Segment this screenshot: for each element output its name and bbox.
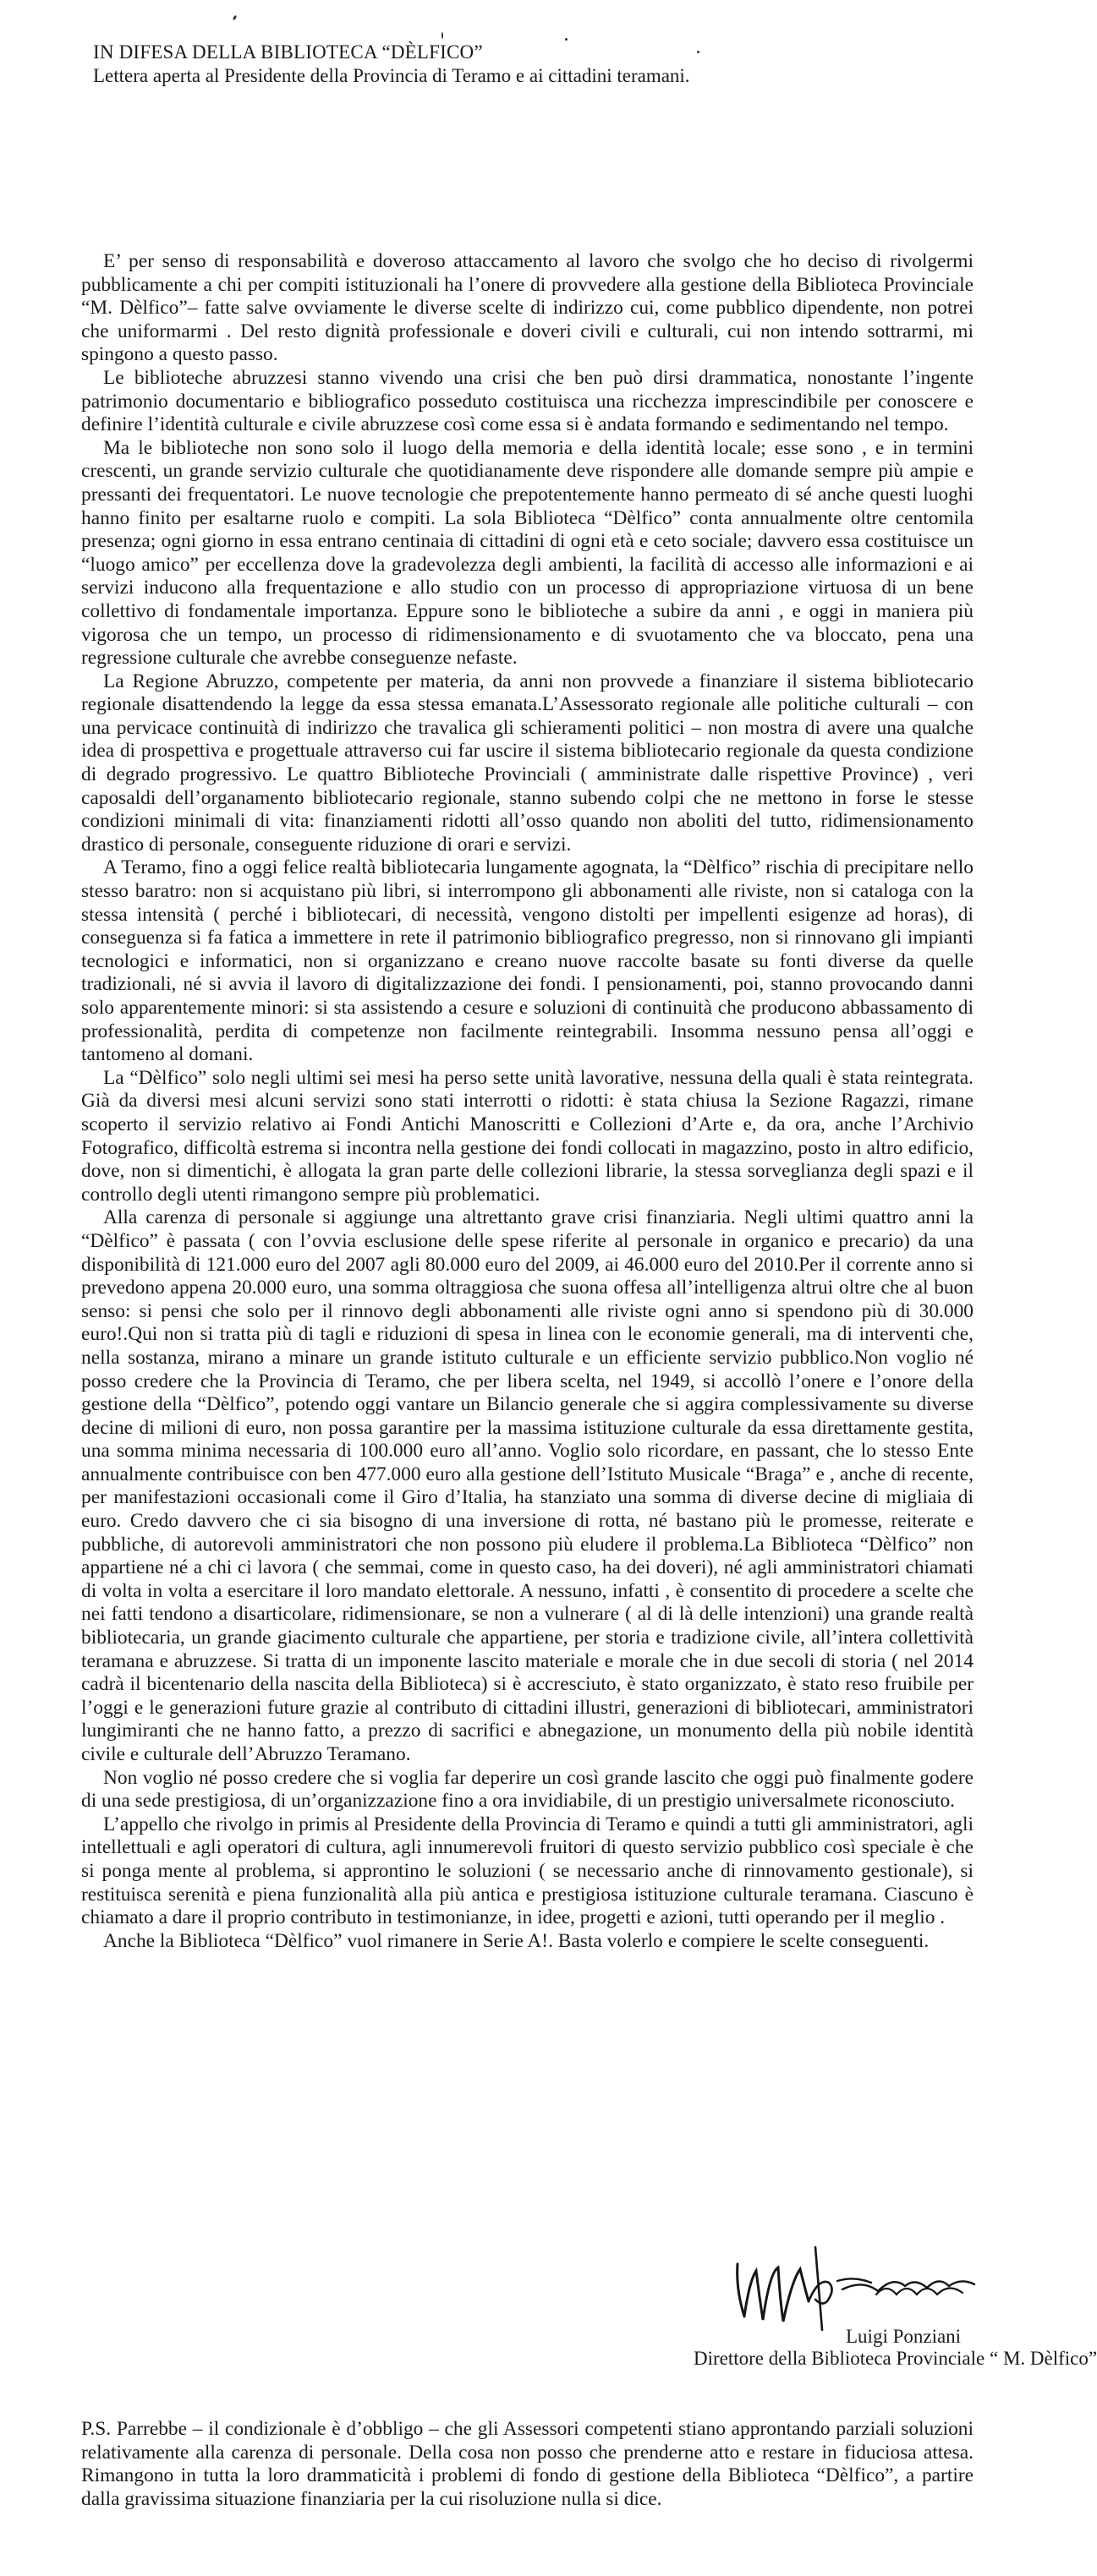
paragraph: Le biblioteche abruzzesi stanno vivendo una crisi che ben può dirsi drammatica, nonostante l’ingente patrimonio documentario e bibliografico posseduto costituisca una ricchezza imprescindibile per conoscere e definire l’identità culturale e civile abruzzese così come essa si è andata formando e sedimentando nel tempo.	[81, 366, 974, 436]
paragraph: Anche la Biblioteca “Dèlfico” vuol rimanere in Serie A!. Basta volerlo e compiere le scelte conseguenti.	[103, 1929, 930, 1952]
scan-speck	[442, 32, 443, 39]
letter-subtitle: Lettera aperta al Presidente della Provincia di Teramo e ai cittadini teramani.	[93, 65, 690, 86]
paragraph: La “Dèlfico” solo negli ultimi sei mesi ha perso sette unità lavorative, nessuna della quali è stata reintegrata. Già da diversi mesi alcuni servizi sono stati interrotti o ridotti: è stata chiusa la Sezione Ragazzi, rimane scoperto il servizio relativo ai Fondi Antichi Manoscritti e Collezioni d’Arte e, da ora, anche l’Archivio Fotografico, difficoltà estrema si incontra nella gestione dei fondi collocati in magazzino, posto in altro edificio, dove, non si dimentichi, è allogata la gran parte delle collezioni librarie, la stessa sorveglianza degli spazi e il controllo degli utenti rimangono sempre più problematici.	[81, 1066, 974, 1206]
signatory-role: Direttore della Biblioteca Provinciale “ M. Dèlfico”	[694, 2348, 1097, 2369]
scan-speck	[233, 15, 238, 21]
paragraph: E’ per senso di responsabilità e doveroso attaccamento al lavoro che svolgo che ho deciso di rivolgermi pubblicamente a chi per compiti istituzionali ha l’onere di provvedere alla gestione della Biblioteca Provinciale “M. Dèlfico”– fatte salve ovviamente le diverse scelte di indirizzo cui, come pubblico dipendente, non potrei che uniformarmi . Del resto dignità professionale e doveri civili e culturali, cui non intendo sottrarmi, mi spingono a questo passo.	[81, 250, 974, 366]
signatory-name: Luigi Ponziani	[846, 2326, 962, 2347]
letter-title: IN DIFESA DELLA BIBLIOTECA “DÈLFICO”	[93, 41, 483, 63]
paragraph: L’appello che rivolgo in primis al Presidente della Provincia di Teramo e quindi a tutti gli amministratori, agli intellettuali e agli operatori di cultura, agli innumerevoli fruitori di questo servizio pubblico così speciale è che si ponga mente al problema, si approntino le soluzioni ( se necessario anche di rinnovamento gestionale), si restituisca serenità e piena funzionalità alla più antica e prestigiosa istituzione culturale teramana. Ciascuno è chiamato a dare il proprio contributo in testimonianze, in idee, progetti e azioni, tutti operando per il meglio .	[81, 1813, 974, 1929]
paragraph: Alla carenza di personale si aggiunge una altrettanto grave crisi finanziaria. Negli ultimi quattro anni la “Dèlfico” è passata ( con l’ovvia esclusione delle spese riferite al personale in organico e precario) da una disponibilità di 121.000 euro del 2007 agli 80.000 euro del 2009, ai 46.000 euro del 2010.Per il corrente anno si prevedono appena 20.000 euro, una somma oltraggiosa che suona offesa all’intelligenza altrui oltre che al buon senso: si pensi che solo per il rinnovo degli abbonamenti alle riviste ogni anno si spendono più di 30.000 euro!.Qui non si tratta più di tagli e riduzioni di spesa in linea con le economie generali, ma di interventi che, nella sostanza, mirano a minare un grande istituto culturale e un efficiente servizio pubblico.Non voglio né posso credere che la Provincia di Teramo, che per libera scelta, nel 1949, si accollò l’onere e l’onore della gestione della “Dèlfico”, potendo oggi vantare un Bilancio generale che si aggira complessivamente su diverse decine di milioni di euro, non possa garantire per la massima istituzione culturale da essa direttamente gestita, una somma minima necessaria di 100.000 euro all’anno. Voglio solo ricordare, en passant, che lo stesso Ente annualmente contribuisce con ben 477.000 euro alla gestione dell’Istituto Musicale “Braga” e , anche di recente, per manifestazioni occasionali come il Giro d’Italia, ha stanziato una somma di diverse decine di migliaia di euro. Credo davvero che ci sia bisogno di una inversione di rotta, né bastano più le promesse, reiterate e pubbliche, di autorevoli amministratori che non possono più eludere il problema.La Biblioteca “Dèlfico” non appartiene né a chi ci lavora ( che semmai, come in questo caso, ha dei doveri), né agli amministratori chiamati di volta in volta a esercitare il loro mandato elettorale. A nessuno, infatti , è consentito di procedere a scelte che nei fatti tendono a disarticolare, ridimensionare, se non a vulnerare ( al di là delle intenzioni) una grande realtà bibliotecaria, un grande giacimento culturale che appartiene, per storia e tradizione civile, all’intera collettività teramana e abruzzese. Si tratta di un imponente lascito materiale e morale che in due secoli di storia ( nel 2014 cadrà il bicentenario della nascita della Biblioteca) si è accresciuto, è stato organizzato, è stato reso fruibile per l’oggi e le generazioni future grazie al contributo di cittadini illustri, generazioni di bibliotecari, amministratori lungimiranti che ne hanno fatto, a prezzo di sacrifici e abnegazione, un monumento della più nobile identità civile e culturale dell’Abruzzo Teramano.	[81, 1206, 974, 1765]
handwritten-signature	[727, 2239, 981, 2332]
paragraph: Ma le biblioteche non sono solo il luogo della memoria e della identità locale; esse sono , e in termini crescenti, un grande servizio culturale che quotidianamente deve rispondere alle domande sempre più ampie e pressanti dei frequentatori. Le nuove tecnologie che prepotentemente hanno permeato di sé anche questi luoghi hanno finito per esaltarne ruolo e compiti. La sola Biblioteca “Dèlfico” conta annualmente oltre centomila presenza; ogni giorno in essa entrano centinaia di cittadini di ogni età e ceto sociale; davvero essa costituisce un “luogo amico” per eccellenza dove la gradevolezza degli ambienti, la facilità di accesso alle informazioni e ai servizi inducono alla frequentazione e allo studio con un processo di appropriazione virtuosa di un bene collettivo di fondamentale importanza. Eppure sono le biblioteche a subire da anni , e oggi in maniera più vigorosa che un tempo, un processo di ridimensionamento e di svuotamento che va bloccato, pena una regressione culturale che avrebbe conseguenze nefaste.	[81, 436, 974, 670]
paragraph: La Regione Abruzzo, competente per materia, da anni non provvede a finanziare il sistema bibliotecario regionale disattendendo la legge da essa stessa emanata.L’Assessorato regionale alle politiche culturali – con una pervicace continuità di indirizzo che travalica gli schieramenti politici – non mostra di avere una qualche idea di prospettiva e progettuale attraverso cui far uscire il sistema bibliotecario regionale da questa condizione di degrado progressivo. Le quattro Biblioteche Provinciali ( amministrate dalle rispettive Province) , veri caposaldi dell’organamento bibliotecario regionale, stanno subendo colpi che ne mettono in forse le stesse condizioni minimali di vita: finanziamenti ridotti all’osso quando non aboliti del tutto, ridimensionamento drastico di personale, conseguente riduzione di orari e servizi.	[81, 670, 974, 856]
signature-block	[643, 2239, 1097, 2369]
paragraph: A Teramo, fino a oggi felice realtà bibliotecaria lungamente agognata, la “Dèlfico” rischia di precipitare nello stesso baratro: non si acquistano più libri, si interrompono gli abbonamenti alle riviste, non si cataloga con la stessa intensità ( perché i bibliotecari, di necessità, vengono distolti per impellenti esigenze ad horas), di conseguenza si fa fatica a immettere in rete il patrimonio bibliografico pregresso, non si rinnovano gli impianti tecnologici e informatici, non si organizzano e creano nuove raccolte basate su fonti diverse da quelle tradizionali, né si avvia il lavoro di digitalizzazione dei fondi. I pensionamenti, poi, stanno provocando danni solo apparentemente minori: si sta assistendo a cesure e soluzioni di continuità che producono abbassamento di professionalità, perdita di competenze non facilmente reintegrabili. Insomma nessuno pensa all’oggi e tantomeno al domani.	[81, 856, 974, 1066]
postscript: P.S. Parrebbe – il condizionale è d’obbligo – che gli Assessori competenti stiano approntando parziali soluzioni relativamente alla carenza di personale. Della cosa non posso che prenderne atto e restare in fiduciosa attesa. Rimangono in tutta la loro drammaticità i problemi di fondo di gestione della Biblioteca “Dèlfico”, a partire dalla gravissima situazione finanziaria per la cui risoluzione nulla si dice.	[81, 2418, 974, 2510]
letter-body	[81, 250, 974, 1953]
letter-header	[93, 41, 939, 88]
paragraph: Non voglio né posso credere che si voglia far deperire un così grande lascito che oggi può finalmente godere di una sede prestigiosa, di un’organizzazione fino a ora invidiabile, di un prestigio universalmete riconosciuto.	[81, 1766, 974, 1813]
